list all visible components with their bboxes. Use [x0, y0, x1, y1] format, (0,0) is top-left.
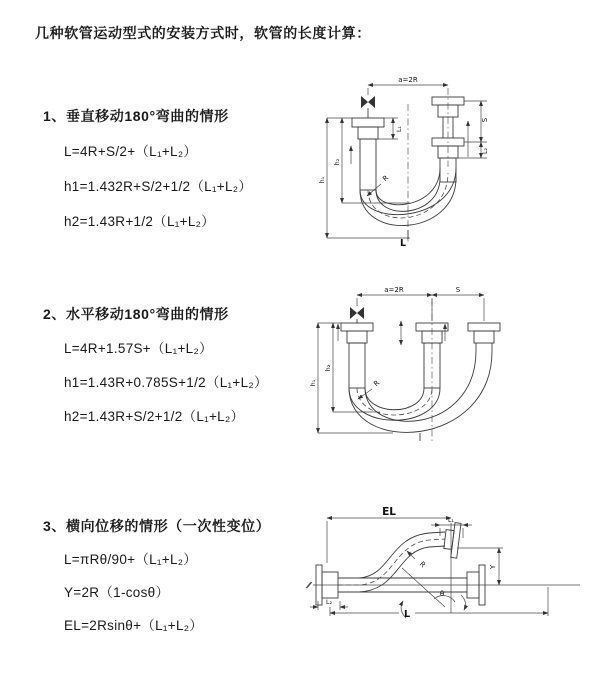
dim-label-l: L	[403, 609, 411, 620]
top-flange	[443, 522, 461, 558]
radius-callout	[358, 379, 381, 399]
dimension-y	[457, 548, 503, 585]
section-3-formula-L: L=πRθ/90+（L₁+L₂）	[64, 552, 198, 567]
dim-label-y: Y	[489, 564, 497, 570]
section-2-formula-L: L=4R+1.57S+（L₁+L₂）	[64, 341, 213, 356]
angle-theta	[401, 590, 465, 618]
dimension-h1	[319, 118, 410, 238]
section-2-formula-h1: h1=1.43R+0.785S+1/2（L₁+L₂）	[64, 375, 268, 390]
middle-pipe-assembly	[401, 321, 448, 388]
section-1-formula-L: L=4R+S/2+（L₁+L₂）	[64, 144, 198, 159]
dim-label-r: R	[372, 378, 382, 389]
hatched-hose	[424, 343, 440, 388]
dim-label-r: R	[417, 560, 428, 570]
dim-label-l2: L₂	[326, 599, 332, 606]
dimension-l1	[376, 118, 403, 139]
dim-label-a2r: a=2R	[384, 286, 404, 294]
dim-label-a2r: a=2R	[398, 76, 418, 84]
section-3-formula-EL: EL=2Rsinθ+（L₁+L₂）	[64, 618, 204, 633]
dim-label-r: R	[381, 173, 391, 184]
section-2-formula-h2: h2=1.43R+S/2+1/2（L₁+L₂）	[64, 409, 245, 424]
displaced-hose	[338, 522, 461, 592]
dim-label-h1: h₁	[319, 176, 326, 184]
section-2-heading: 2、水平移动180°弯曲的情形	[43, 306, 229, 322]
hatched-hose	[349, 343, 365, 388]
dim-label-h2: h₂	[325, 364, 332, 372]
page-title: 几种软管运动型式的安装方式时，软管的长度计算：	[35, 25, 371, 41]
dim-label-s: S	[455, 286, 461, 294]
radius-callout	[402, 551, 445, 607]
right-pipe-assembly	[432, 97, 468, 182]
dim-label-l2: L₂	[482, 148, 489, 154]
valve-icon	[361, 96, 375, 118]
break-symbol-icon	[306, 582, 312, 588]
centerlines	[408, 88, 448, 244]
dim-label-L: L	[399, 238, 407, 249]
dimension-l1	[431, 517, 472, 538]
dim-label-l1: L₁	[396, 126, 403, 132]
section-1-heading: 1、垂直移动180°弯曲的情形	[43, 108, 229, 124]
dim-label-s: S	[481, 117, 489, 123]
diagram-vertical-move-180	[315, 72, 595, 258]
dim-label-h2: h₂	[334, 158, 341, 166]
dimension-s	[432, 286, 484, 321]
section-3-formula-Y: Y=2R（1-cosθ）	[64, 585, 170, 600]
radius-callout	[367, 174, 390, 196]
dim-label-h1: h₁	[310, 379, 317, 387]
diagram-horizontal-move-180	[308, 283, 595, 470]
left-pipe-assembly	[338, 323, 373, 388]
left-pipe-assembly	[351, 118, 384, 190]
dimension-el	[327, 506, 451, 563]
section-3-heading: 3、横向位移的情形（一次性变位）	[43, 518, 271, 534]
section-1-formula-h1: h1=1.432R+S/2+1/2（L₁+L₂）	[64, 179, 253, 194]
dim-label-el: EL	[382, 506, 396, 518]
hose-u-bend	[349, 351, 492, 441]
valve-icon	[350, 307, 364, 323]
right-pipe-assembly	[468, 323, 500, 351]
diagram-lateral-displacement	[303, 503, 598, 660]
dimension-l2	[456, 142, 489, 158]
section-1-formula-h2: h2=1.43R+1/2（L₁+L₂）	[64, 214, 215, 229]
dimension-a2r	[368, 76, 448, 95]
dimension-a2r	[357, 286, 432, 321]
hatched-hose	[360, 139, 376, 190]
dim-label-l1: L₁	[448, 517, 454, 524]
dimension-h1	[310, 323, 393, 433]
dim-label-theta: θ	[439, 590, 445, 598]
